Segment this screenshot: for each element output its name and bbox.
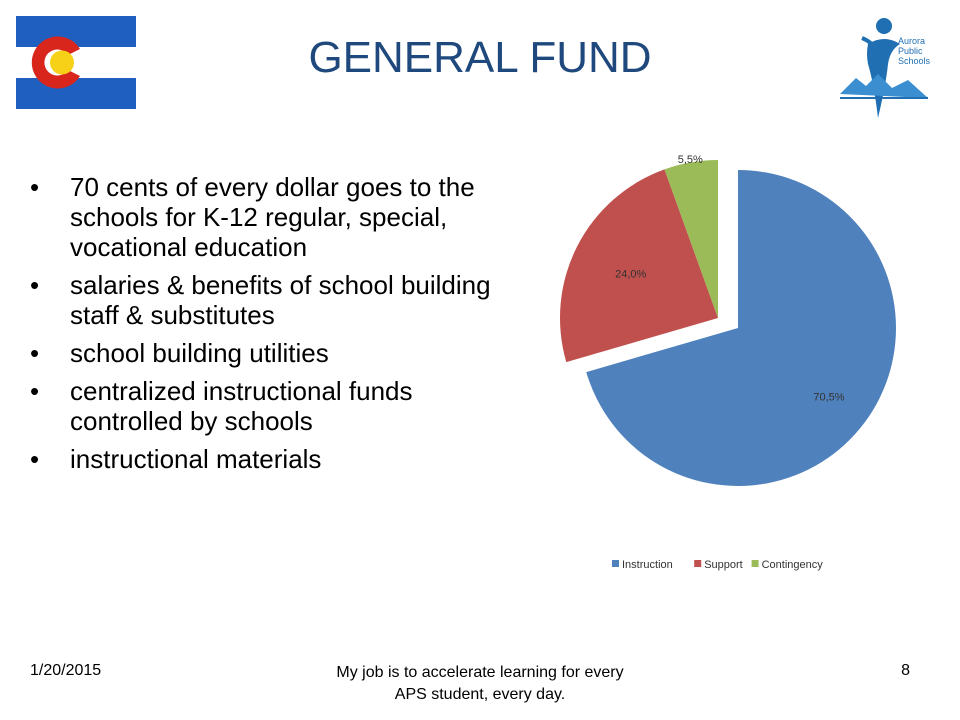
bullet-text: 70 cents of every dollar goes to the schools for K-12 regular, special, vocational education (70, 172, 475, 262)
bullet-icon: • (30, 376, 40, 406)
legend-label-instruction: Instruction (622, 559, 673, 571)
logo-text-line3: Schools (898, 56, 931, 66)
logo-text-line2: Public (898, 46, 923, 56)
bullet-text: instructional materials (70, 444, 322, 474)
data-label-contingency: 5,5% (677, 154, 703, 167)
slide-title: GENERAL FUND (308, 33, 652, 82)
bullet-icon: • (30, 270, 40, 300)
logo-text-line1: Aurora (898, 36, 926, 46)
bullet-text: salaries & benefits of school building staff & substitutes (70, 270, 491, 330)
bullet-text: school building utilities (70, 338, 329, 368)
bullet-item (30, 172, 510, 262)
bullet-icon: • (30, 338, 40, 368)
legend-swatch-contingency (752, 560, 759, 567)
pie-chart (540, 150, 940, 590)
bullet-text: centralized instructional funds controlled by schools (70, 376, 413, 436)
legend-label-contingency: Contingency (761, 559, 823, 571)
legend-swatch-support (694, 560, 701, 567)
bullet-item (30, 376, 510, 436)
data-label-instruction: 70,5% (813, 391, 845, 404)
aurora-public-schools-logo (838, 14, 934, 122)
data-label-support: 24,0% (615, 268, 647, 281)
page-number: 8 (901, 662, 910, 679)
bullet-item (30, 270, 510, 330)
footer-date: 1/20/2015 (30, 662, 102, 679)
bullet-item (30, 338, 510, 368)
footer-text: My job is to accelerate learning for every APS student, every day. (336, 664, 624, 703)
bullet-icon: • (30, 444, 40, 474)
bullet-icon: • (30, 172, 40, 202)
colorado-flag-image (16, 16, 136, 109)
legend-label-support: Support (704, 559, 743, 571)
bullet-list (30, 172, 510, 482)
legend-swatch-instruction (612, 560, 619, 567)
bullet-item (30, 444, 510, 474)
